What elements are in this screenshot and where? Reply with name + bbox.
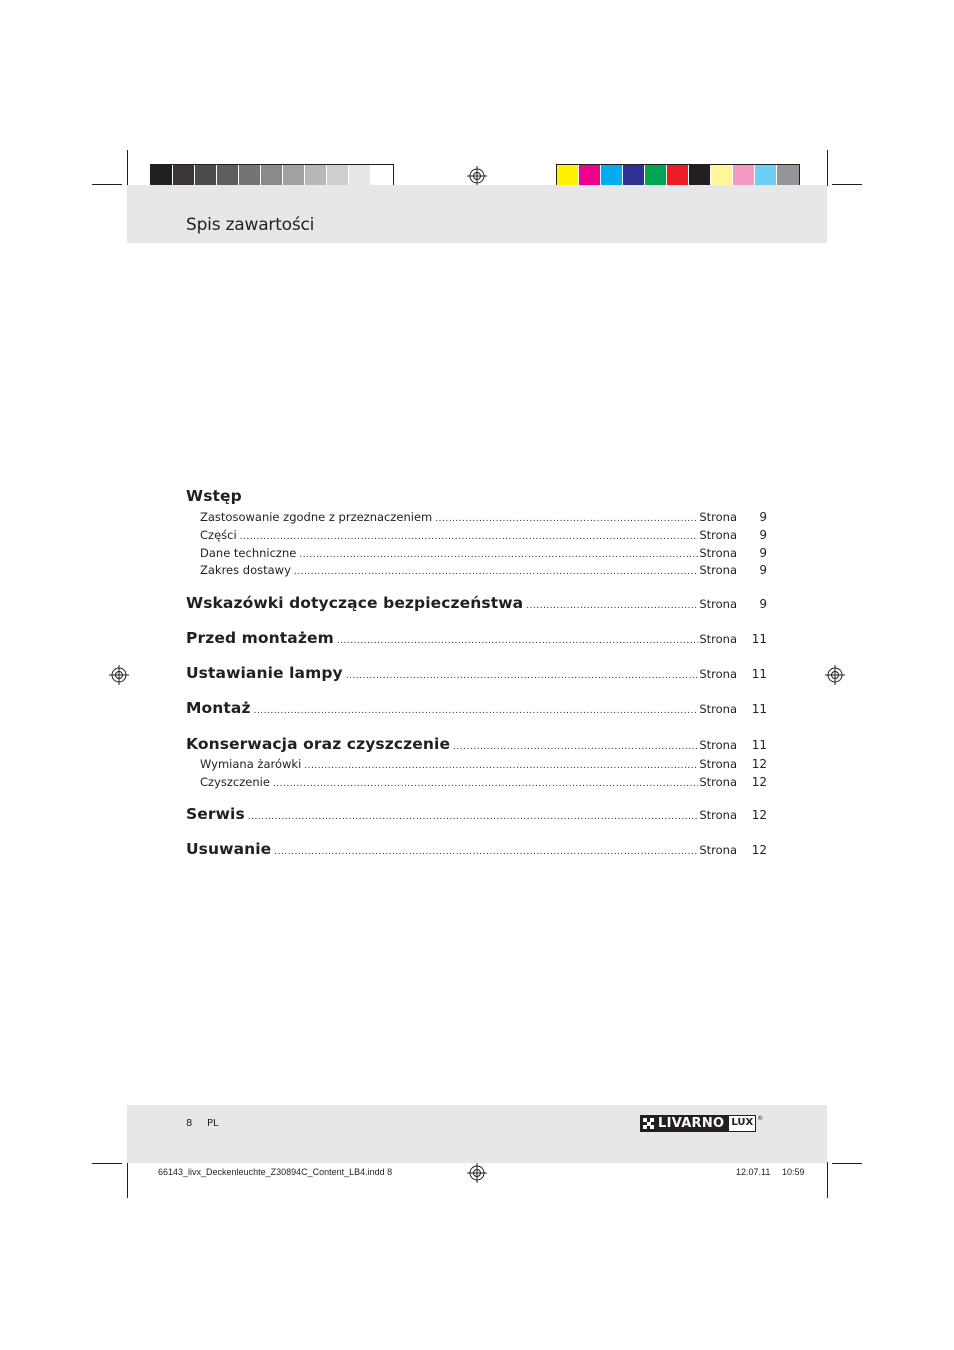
footer-band [127,1105,827,1163]
toc-section-title: Wskazówki dotyczące bezpieczeństwa [186,594,524,612]
crop-mark [127,150,128,186]
toc-page-number: 11 [751,702,767,716]
toc-item-label: Zastosowanie zgodne z przeznaczeniem [200,510,433,524]
toc-page-number: 11 [751,632,767,646]
toc-item-label: Czyszczenie [200,775,270,789]
dot-leader [453,742,698,752]
color-swatch [557,165,579,187]
page-word: Strona [699,546,737,560]
dot-leader [526,601,698,611]
registration-mark-icon [825,665,845,685]
toc-page-number: 12 [751,757,767,771]
toc-section-row [186,664,767,682]
color-swatch [195,165,217,187]
toc-section-title: Przed montażem [186,629,334,647]
color-swatch [217,165,239,187]
toc-item-label: Zakres dostawy [200,563,291,577]
toc-page-number: 9 [759,528,767,542]
crop-mark [127,1162,128,1198]
logo-suffix: LUX [728,1115,756,1132]
toc-section-row [186,805,767,823]
dot-leader [346,671,699,681]
toc-page-number: 12 [751,775,767,789]
toc-section-row [186,735,767,753]
page-word: Strona [699,702,737,716]
header-band [127,185,827,243]
toc-section-title: Usuwanie [186,840,272,858]
color-swatch [261,165,283,187]
color-swatch [151,165,173,187]
slug-date: 12.07.11 [736,1167,771,1177]
dot-leader [304,761,698,771]
dot-leader [254,706,699,716]
toc-item-row [186,510,767,524]
toc-section-title: Ustawianie lampy [186,664,343,682]
dot-leader [240,532,699,542]
toc-item-row [186,563,767,577]
color-swatch [239,165,261,187]
registration-mark-icon [467,166,487,186]
logo-text: LIVARNO [658,1116,725,1131]
page-word: Strona [699,843,737,857]
logo-registered: ® [757,1115,764,1122]
logo-main [640,1115,728,1132]
crop-mark [827,150,828,186]
color-swatch [623,165,645,187]
toc-item-label: Wymiana żarówki [200,757,302,771]
page-word: Strona [699,775,737,789]
dot-leader [435,514,698,524]
color-swatch [173,165,195,187]
toc-item-row [186,528,767,542]
page-word: Strona [699,808,737,822]
toc-page-number: 9 [759,597,767,611]
slug-filename: 66143_livx_Deckenleuchte_Z30894C_Content_LB4.indd 8 [158,1167,393,1177]
page-word: Strona [699,597,737,611]
toc-section-row [186,699,767,717]
page-word: Strona [699,738,737,752]
dot-leader [299,550,698,560]
color-swatch [283,165,305,187]
color-swatch [579,165,601,187]
color-swatch [689,165,711,187]
toc-section-row [186,629,767,647]
toc-item-label: Części [200,528,237,542]
dot-leader [248,812,699,822]
toc-section-title: Serwis [186,805,245,823]
logo-mark-icon [643,1118,654,1129]
dot-leader [274,847,698,857]
toc-page-number: 9 [759,563,767,577]
language-code: PL [207,1118,219,1129]
toc-page-number: 9 [759,510,767,524]
toc-section-title: Wstęp [186,487,242,505]
page-title: Spis zawartości [186,215,315,235]
crop-mark [832,184,862,185]
toc-section-title: Konserwacja oraz czyszczenie [186,735,451,753]
toc-item-row [186,546,767,560]
crop-mark [92,1163,122,1164]
toc-item-row [186,775,767,789]
page-word: Strona [699,563,737,577]
color-swatch [711,165,733,187]
registration-mark-icon [467,1163,487,1183]
toc-section-row [186,487,767,505]
page-word: Strona [699,528,737,542]
dot-leader [273,779,698,789]
color-swatch [305,165,327,187]
crop-mark [827,1162,828,1198]
toc-page-number: 12 [751,808,767,822]
color-swatch [755,165,777,187]
toc-section-title: Montaż [186,699,251,717]
registration-mark-icon [109,665,129,685]
livarno-lux-logo [640,1115,763,1132]
page-word: Strona [699,632,737,646]
color-swatch [777,165,799,187]
toc-item-row [186,757,767,771]
dot-leader [337,636,699,646]
toc-page-number: 9 [759,546,767,560]
crop-mark [832,1163,862,1164]
toc-section-row [186,840,767,858]
color-swatch [667,165,689,187]
color-swatch [327,165,349,187]
dot-leader [294,567,698,577]
toc-page-number: 11 [751,738,767,752]
color-swatch [733,165,755,187]
toc-item-label: Dane techniczne [200,546,297,560]
color-swatch [645,165,667,187]
toc-section-row [186,594,767,612]
color-swatch [371,165,393,187]
slug-time: 10:59 [782,1167,805,1177]
crop-mark [92,184,122,185]
color-swatch [349,165,371,187]
page-word: Strona [699,667,737,681]
color-swatch [601,165,623,187]
page-word: Strona [699,510,737,524]
toc-page-number: 12 [751,843,767,857]
page-number: 8 [186,1118,193,1129]
toc-page-number: 11 [751,667,767,681]
page-word: Strona [699,757,737,771]
